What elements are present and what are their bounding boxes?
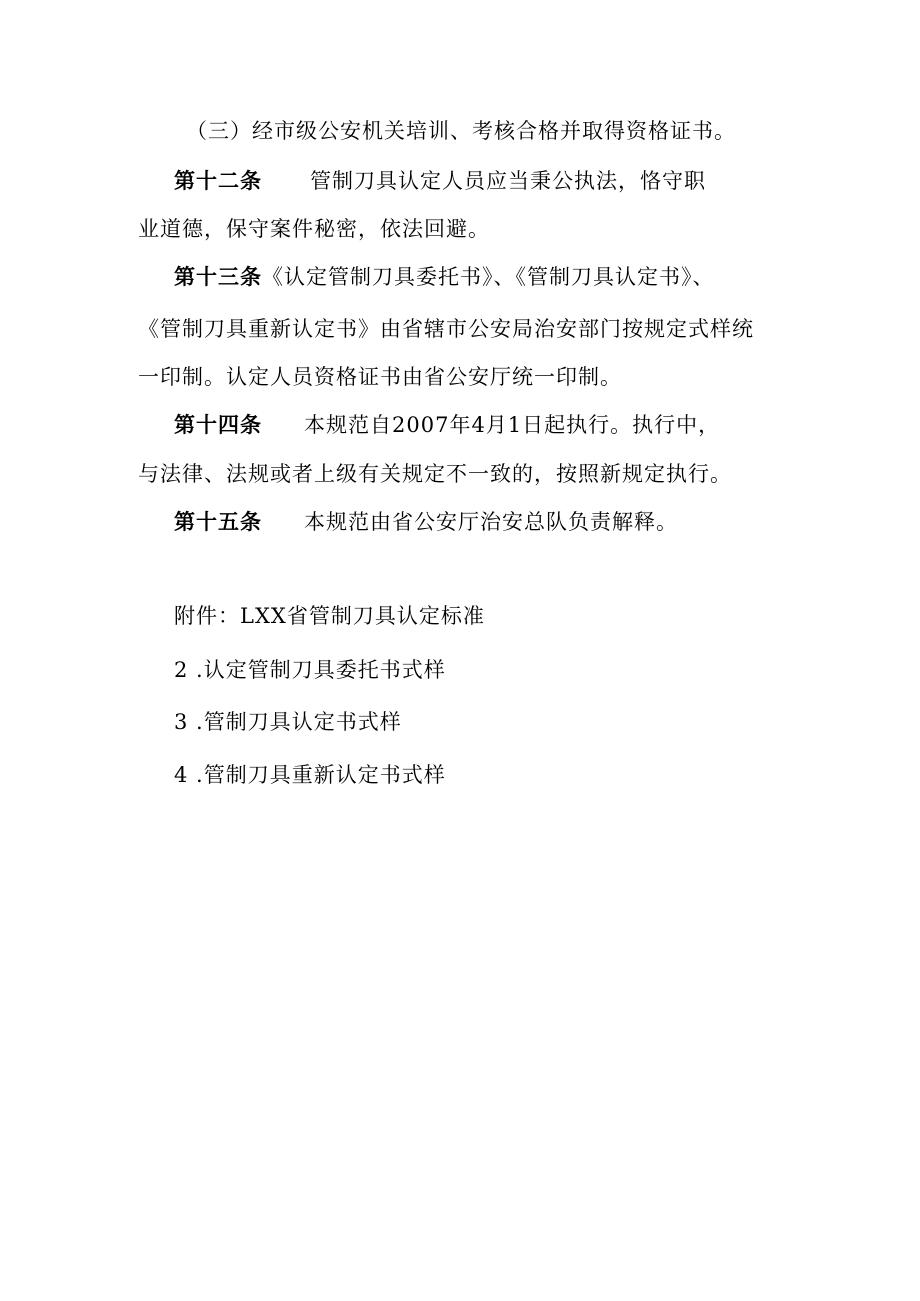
article-15-label: 第十五条 bbox=[174, 509, 262, 534]
article-14-line-2: 与法律、法规或者上级有关规定不一致的，按照新规定执行。 bbox=[138, 462, 732, 486]
article-14-line-1 bbox=[174, 412, 720, 438]
attachment-item: 4 .管制刀具重新认定书式样 bbox=[174, 763, 446, 787]
article-12-line-2: 业道德，保守案件秘密，依法回避。 bbox=[138, 217, 490, 241]
article-15-text-1: 本规范由省公安厅治安总队负责解释。 bbox=[304, 510, 678, 534]
article-13-line-1 bbox=[174, 264, 715, 290]
article-13-label: 第十三条 bbox=[174, 264, 262, 289]
article-12-text-1: 管制刀具认定人员应当秉公执法，恪守职 bbox=[310, 169, 706, 193]
attachments-heading: 附件：LXX省管制刀具认定标准 bbox=[174, 604, 485, 628]
article-12-label: 第十二条 bbox=[174, 168, 262, 193]
attachment-item: 2 .认定管制刀具委托书式样 bbox=[174, 658, 446, 682]
article-13-text-1: 《认定管制刀具委托书》、《管制刀具认定书》、 bbox=[262, 265, 715, 289]
item-three-paragraph: （三）经市级公安机关培训、考核合格并取得资格证书。 bbox=[186, 119, 736, 143]
article-15-line-1 bbox=[174, 509, 678, 535]
article-14-label: 第十四条 bbox=[174, 412, 262, 437]
article-14-text-1: 本规范自2007年4月1日起执行。执行中， bbox=[304, 413, 721, 437]
article-13-line-2: 《管制刀具重新认定书》由省辖市公安局治安部门按规定式样统 bbox=[138, 317, 754, 341]
article-13-line-3: 一印制。认定人员资格证书由省公安厅统一印制。 bbox=[138, 365, 622, 389]
article-12-line-1 bbox=[174, 168, 706, 194]
attachment-item: 3 .管制刀具认定书式样 bbox=[174, 710, 402, 734]
